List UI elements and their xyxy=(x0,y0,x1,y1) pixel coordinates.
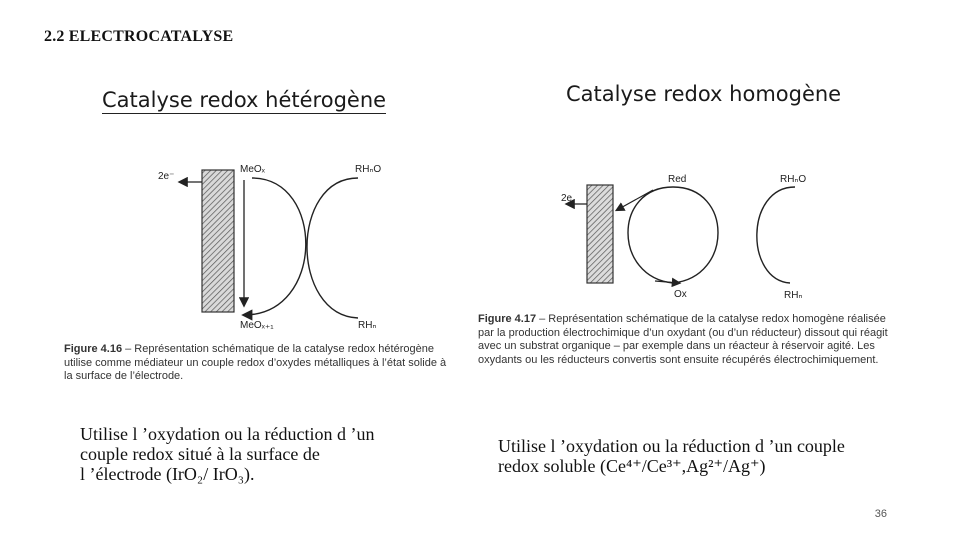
figure-4-16-caption xyxy=(64,343,450,384)
electrode-shape xyxy=(587,185,613,283)
homogeneous-note xyxy=(498,436,918,476)
figure-label: Figure 4.16 xyxy=(64,343,123,355)
catalyst-arc-right xyxy=(673,187,718,283)
note-line: Utilise l ’oxydation ou la réduction d ’un couple xyxy=(498,436,845,456)
note-line: redox soluble (Ce⁴⁺/Ce³⁺,Ag²⁺/Ag⁺) xyxy=(498,456,766,476)
figure-text: – Représentation schématique de la catalyse redox homogène réalisée par la production électrochimique d’un oxydant (ou d’un réducteur) dissout qui réagit avec un substrat organique – par exemple dans un réacteur à réservoir agité. Les oxydants ou les réducteurs convertis sont ensuite récupérés électrochimiquement. xyxy=(478,313,888,366)
substrate-arc xyxy=(307,178,358,318)
figure-text: – Représentation schématique de la catalyse redox hétérogène utilise comme médiateur un couple redox d’oxydes métalliques à l’état solide à la surface de l’électrode. xyxy=(64,343,447,382)
catalyst-arc-left xyxy=(628,187,673,283)
homogeneous-diagram xyxy=(555,165,845,310)
substrate-top-label: RHₙO xyxy=(780,174,807,185)
substrate-bottom-label: RHₙ xyxy=(784,290,803,301)
top-species-label: MeOₓ xyxy=(240,164,265,175)
bottom-species-label: Ox xyxy=(674,289,687,300)
top-species-label: Red xyxy=(668,174,687,185)
electron-label: 2e xyxy=(561,193,573,204)
slide-title: 2.2 ELECTROCATALYSE xyxy=(44,28,234,45)
heterogeneous-diagram xyxy=(140,150,420,340)
substrate-bottom-label: RHₙ xyxy=(358,320,377,331)
page-number: 36 xyxy=(874,508,887,520)
heterogeneous-title: Catalyse redox hétérogène xyxy=(102,88,387,112)
heterogeneous-note xyxy=(80,424,440,484)
homogeneous-title: Catalyse redox homogène xyxy=(566,82,842,106)
electron-label: 2e⁻ xyxy=(158,171,175,182)
bottom-species-label: MeOₓ₊₁ xyxy=(240,320,274,331)
substrate-top-label: RHₙO xyxy=(355,164,382,175)
meo-cycle-arc xyxy=(244,178,306,315)
note-line: Utilise l ’oxydation ou la réduction d ’un xyxy=(80,424,375,444)
figure-label: Figure 4.17 xyxy=(478,313,537,325)
figure-4-17-caption xyxy=(478,313,894,367)
note-line: l ’électrode (IrO₂/ IrO₃). xyxy=(80,464,255,484)
note-line: couple redox situé à la surface de xyxy=(80,444,320,464)
substrate-arc xyxy=(757,187,795,283)
electrode-shape xyxy=(202,170,234,312)
